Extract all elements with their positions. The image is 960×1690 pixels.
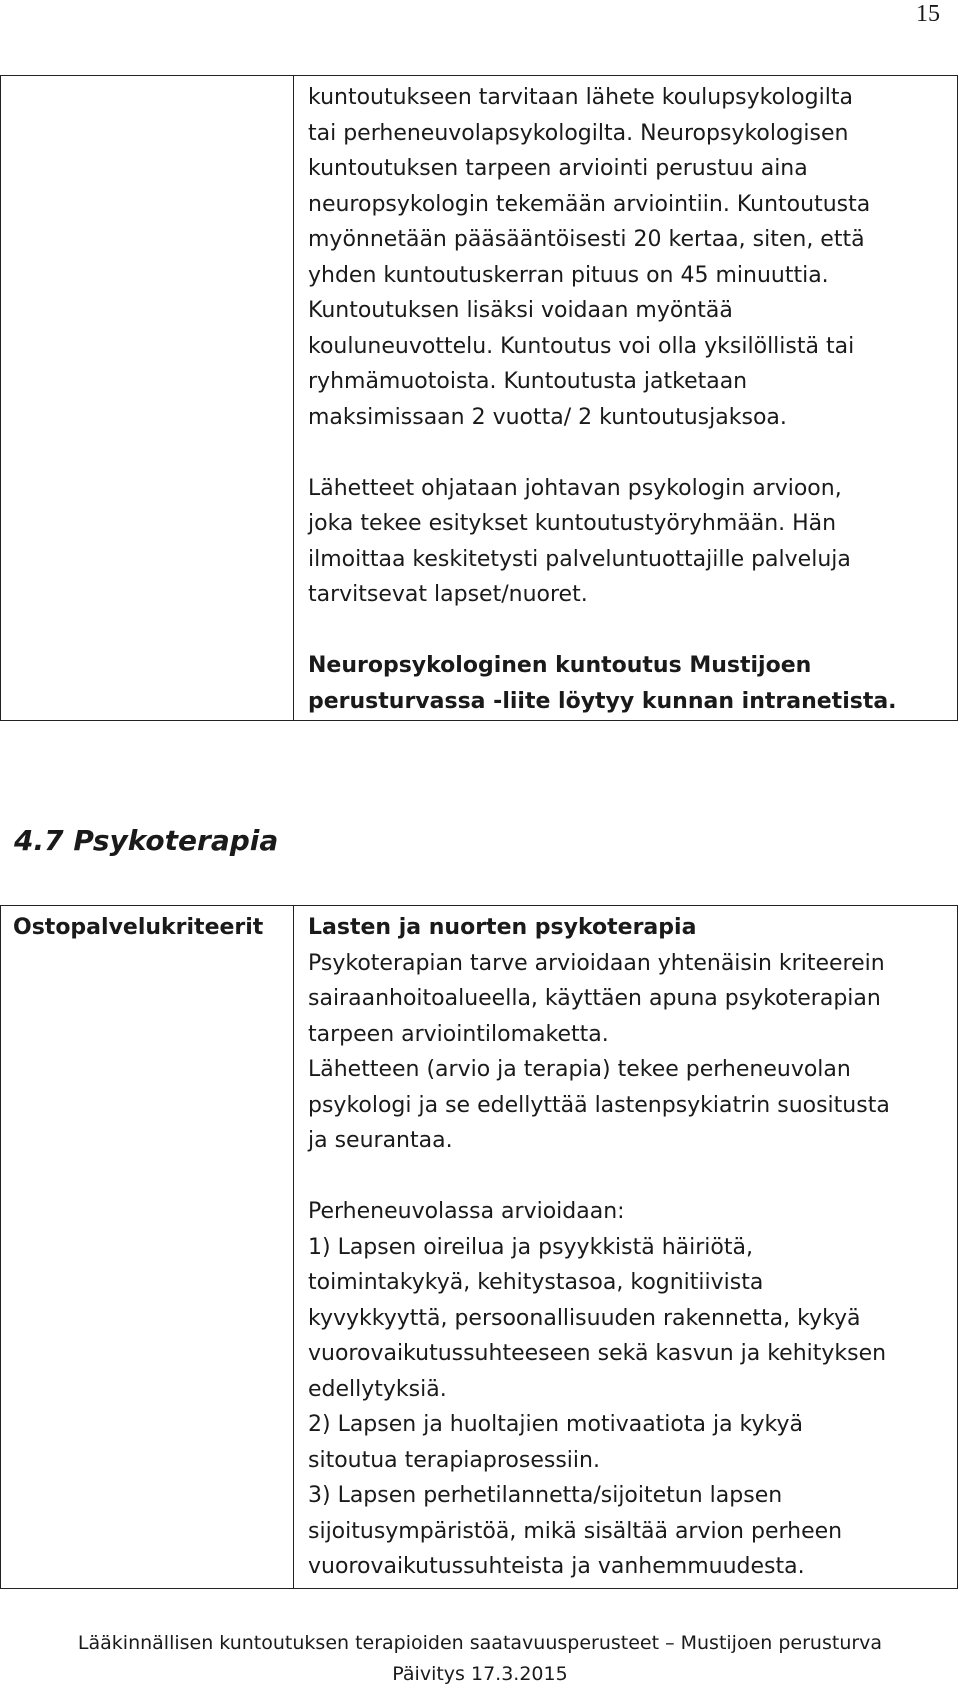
text-line: vuorovaikutussuhteeseen sekä kasvun ja kehityksen (308, 1341, 887, 1366)
text-line: 1) Lapsen oireilua ja psyykkistä häiriötä, (308, 1234, 753, 1260)
text-line: ilmoittaa keskitetysti palveluntuottajille palveluja (308, 546, 851, 572)
text-line: kuntoutukseen tarvitaan lähete koulupsykologilta (308, 85, 853, 110)
text-line: kouluneuvottelu. Kuntoutus voi olla yksilöllistä tai (308, 333, 855, 359)
table1-content (294, 76, 957, 719)
text-line: Lähetteen (arvio ja terapia) tekee perheneuvolan (308, 1057, 851, 1082)
text-line: tai perheneuvolapsykologilta. Neuropsykologisen (308, 120, 849, 146)
text-line: psykologi ja se edellyttää lastenpsykiatrin suositusta (308, 1092, 890, 1118)
text-line: sitoutua terapiaprosessiin. (308, 1447, 600, 1473)
text-line: Neuropsykologinen kuntoutus Mustijoen (308, 653, 812, 678)
table1-right-cell (294, 76, 958, 721)
table2-paragraph-2 (308, 1194, 953, 1585)
text-line: joka tekee esitykset kuntoutustyöryhmään. Hän (308, 511, 837, 536)
text-line: tarpeen arviointilomaketta. (308, 1021, 609, 1047)
text-line: kyvykkyyttä, persoonallisuuden rakennetta, kykyä (308, 1305, 861, 1331)
table2-title: Lasten ja nuorten psykoterapia (308, 915, 697, 940)
table2-left-cell (1, 906, 294, 1589)
text-line: tarvitsevat lapset/nuoret. (308, 582, 588, 607)
text-line: 3) Lapsen perhetilannetta/sijoitetun lapsen (308, 1483, 783, 1508)
neuropsychology-table (0, 75, 958, 721)
text-line: Lähetteet ohjataan johtavan psykologin arvioon, (308, 475, 842, 501)
table2-right-cell (294, 906, 958, 1589)
section-heading: 4.7 Psykoterapia (14, 824, 279, 857)
text-line: neuropsykologin tekemään arviointiin. Kuntoutusta (308, 191, 871, 217)
table1-paragraph-1 (308, 80, 953, 435)
text-line: ryhmämuotoista. Kuntoutusta jatketaan (308, 369, 748, 394)
table2-paragraph-1 (308, 946, 953, 1159)
paragraph-gap (308, 613, 953, 649)
psychotherapy-table (0, 905, 958, 1589)
paragraph-gap (308, 435, 953, 471)
text-line: Perheneuvolassa arvioidaan: (308, 1199, 625, 1224)
footer-title: Lääkinnällisen kuntoutuksen terapioiden saatavuusperusteet – Mustijoen perusturva (77, 1632, 883, 1654)
text-line: perusturvassa -liite löytyy kunnan intranetista. (308, 688, 897, 714)
text-line: 2) Lapsen ja huoltajien motivaatiota ja kykyä (308, 1412, 803, 1437)
text-line: Kuntoutuksen lisäksi voidaan myöntää (308, 298, 733, 323)
text-line: toimintakykyä, kehitystasoa, kognitiivista (308, 1270, 764, 1295)
page-number: 15 (916, 1, 940, 27)
table1-paragraph-2 (308, 471, 953, 613)
text-line: myönnetään pääsääntöisesti 20 kertaa, siten, että (308, 227, 865, 252)
paragraph-gap (308, 1159, 953, 1195)
table1-appendix-note (308, 648, 953, 719)
footer-date: Päivitys 17.3.2015 (392, 1663, 568, 1685)
text-line: kuntoutuksen tarpeen arviointi perustuu aina (308, 156, 808, 181)
text-line: sijoitusympäristöä, mikä sisältää arvion perheen (308, 1518, 843, 1544)
text-line: maksimissaan 2 vuotta/ 2 kuntoutusjaksoa. (308, 404, 787, 430)
table2-left-label: Ostopalvelukriteerit (13, 915, 264, 940)
text-line: sairaanhoitoalueella, käyttäen apuna psykoterapian (308, 986, 881, 1011)
table1-left-label (1, 76, 293, 80)
text-line: edellytyksiä. (308, 1376, 447, 1402)
text-line: Psykoterapian tarve arvioidaan yhtenäisin kriteerein (308, 950, 885, 976)
table1-left-cell (1, 76, 294, 721)
table2-content (294, 906, 957, 1585)
text-line: yhden kuntoutuskerran pituus on 45 minuuttia. (308, 262, 829, 288)
text-line: vuorovaikutussuhteista ja vanhemmuudesta. (308, 1554, 805, 1579)
text-line: ja seurantaa. (308, 1128, 453, 1153)
